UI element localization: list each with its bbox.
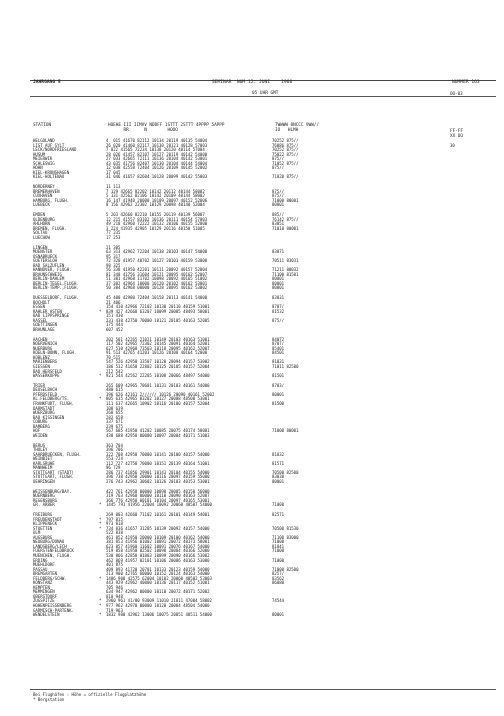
observation-extra: 83071 (272, 249, 285, 255)
observation-extra: 80001 (272, 285, 285, 291)
station-name: KIEL-KRONSHAGEN (33, 169, 70, 175)
station-name: OLDENBURG (33, 216, 55, 222)
observation-data: 973 818 (106, 521, 123, 527)
mountain-station-flag: * (99, 396, 102, 402)
observation-extra: 71011 82500 (272, 364, 299, 369)
station-name: KAHLER ASTEN (33, 308, 62, 314)
observation-data: 231 438 42758 70000 10121 20105 40163 52005 (106, 317, 210, 323)
station-name: SCHLESWIG (33, 160, 55, 166)
station-name: KOELN-BONN, FLUGH. (33, 350, 77, 356)
observation-extra: 76086 875// (272, 142, 299, 148)
observation-data: 438 688 42958 00000 10097 20084 40171 51003 (106, 432, 210, 438)
station-name: FUERSTENFELDBRUCK (33, 548, 74, 554)
station-name: BAD KISSINGEN (33, 414, 65, 420)
column-header-left: HOEHE III IIMVV NDDFF 1STTT 2STTT 4PPPP 5APPP RR N HOOO (108, 123, 225, 133)
station-name: LUEBECK (33, 202, 50, 208)
observation-data: 4 015 41670 82112 10134 20119 40135 54004 (106, 138, 208, 143)
observation-data: 16 147 41940 20000 10109 20097 40152 52006 (106, 197, 208, 203)
observation-data: 56 338 41950 42201 10111 20092 40157 52004 (106, 267, 208, 273)
station-name: BERLIN-TEMP.,FLUGH. (33, 285, 79, 291)
station-row (33, 480, 463, 485)
station-name: BREMEN, FLUGH. (33, 225, 67, 231)
observation-extra: 74544 (272, 598, 285, 604)
mountain-station-flag: * (99, 521, 102, 527)
mountain-station-flag: * (99, 308, 102, 314)
station-name: BAD SALZUFLEN (33, 262, 65, 268)
station-name: OEHRINGEN (33, 478, 55, 484)
observation-data: 11 113 (106, 184, 121, 190)
observation-extra: 71000 (272, 502, 285, 508)
observation-extra: 71010 80001 (272, 225, 299, 231)
observation-extra: 86080 (272, 580, 285, 586)
station-name: FREUDENSTADT (33, 516, 62, 522)
station-name: COBURG (33, 419, 48, 425)
observation-data: 269 803 42660 71102 10161 20101 40149 54001 (106, 512, 210, 518)
observation-data: 213 900 42765 60000 10152 20124 40163 54000 (106, 571, 210, 577)
station-group (33, 384, 463, 439)
station-name: SAARBRUECKEN, FLUGH. (33, 451, 82, 457)
observation-extra: 85401 (272, 345, 285, 351)
station-group (33, 296, 463, 332)
observation-data: 480 615 (106, 387, 123, 393)
station-name: NEUBURG/DONAU (33, 539, 65, 545)
observation-data: 7 022 41565 72234 10138 20120 40114 57004 (106, 147, 205, 153)
station-row (33, 613, 463, 618)
observation-data: 12 215 41557 83102 10136 20111 40154 57003 (106, 216, 208, 222)
observation-extra: 81501 (272, 373, 285, 379)
date-line: SEMINAR NUM 12. JUNI 1960 (212, 80, 293, 85)
observation-extra: 71211 80032 (272, 267, 299, 273)
observation-data: 26 020 41460 82117 10130 20121 40128 57003 (106, 142, 208, 148)
observation-data: 553 724 (106, 456, 123, 462)
station-name: BAMBERG (33, 423, 50, 429)
observation-data: 117 502 42965 72302 10145 20091 40164 52001 (106, 341, 210, 347)
station-row (33, 203, 463, 208)
station-name: KONSTANZ (33, 580, 53, 586)
station-name: MUEHLDORF (33, 562, 55, 568)
station-name: HAMBURG, FLUGH. (33, 197, 70, 203)
observation-extra: 875// (272, 156, 285, 162)
station-name: MUENCHEN, FLUGH. (33, 552, 72, 558)
station-name: MUENSTER (33, 249, 53, 255)
observation-data: 151 430 (106, 313, 123, 319)
observation-data: 810 948 (106, 593, 123, 599)
observation-extra: 81532 (272, 308, 285, 314)
observation-data: 381 853 41956 01002 10091 20072 40173 58001 (106, 539, 210, 545)
observation-data: 112 727 42758 70000 10151 20139 40164 51001 (106, 460, 210, 466)
observation-extra: 71000 (272, 548, 285, 554)
station-name: GOETTINGEN (33, 322, 58, 328)
observation-data: 81 348 41756 31604 10121 20095 40162 52007 (106, 271, 208, 277)
observation-data: 63 313 42962 72204 10138 20103 40147 54000 (106, 249, 208, 255)
observation-extra: 70511 83031 (272, 258, 299, 264)
observation-data: 1832 980 42962 13006 10075 20051 48511 54000 (106, 612, 212, 618)
observation-extra: 875// (272, 317, 285, 323)
observation-data: 519 858 41950 02502 10098 20084 40166 52000 (106, 548, 210, 554)
observation-extra: 83562 (272, 575, 285, 581)
observation-data: 734 836 41657 31205 10139 20092 40157 54000 (106, 525, 210, 531)
observation-data: 5 131 42562 82106 10142 20109 40144 58002 (106, 193, 205, 199)
station-name: HOF (33, 428, 41, 434)
mountain-station-flag: * (99, 598, 102, 604)
observation-data: 1445 791 41956 22004 10092 20060 48507 54000 (106, 502, 212, 508)
station-group (33, 246, 463, 291)
observation-data: 45 400 42980 72404 10158 20113 40141 54000 (106, 295, 208, 301)
observation-data: 705 946 (106, 584, 123, 590)
station-name: BREMERHAVEN (33, 188, 60, 194)
station-name: KL.FELDBERG/TS. (33, 396, 70, 402)
volume-label: JAHRGANG 5 (33, 80, 61, 85)
observation-extra: 71020 875// (272, 174, 299, 180)
observation-data: 607 452 (106, 326, 123, 332)
station-name: HOHN (33, 165, 43, 171)
observation-extra: 8707/ (272, 341, 285, 347)
column-header-station: STATION (33, 123, 52, 128)
station-name: SOLTAU (33, 230, 48, 236)
observation-data: 17 045 (106, 169, 121, 175)
observation-extra: 80001 (272, 202, 285, 208)
observation-extra: 84501 (272, 350, 285, 356)
ff-value: 30 (450, 142, 455, 148)
observation-data: 443 929 42962 40000 10136 20117 40152 51001 (106, 580, 210, 586)
observation-data: 7 129 42665 82202 10142 20112 40144 58002 (106, 188, 205, 194)
mountain-station-flag: * (99, 575, 102, 581)
observation-extra: 80001 (272, 612, 285, 618)
observation-extra: 70500 82500 (272, 469, 299, 475)
observation-data: 111 637 42665 10902 10116 20100 40157 52004 (106, 401, 210, 407)
station-name: MARIENBERG (33, 359, 58, 365)
observation-data: 634 947 42962 00000 10110 20072 40171 52002 (106, 589, 210, 595)
observation-extra: 71052 875// (272, 160, 299, 166)
station-name: AUGSBURG (33, 534, 53, 540)
station-name: DUESSELDORF, FLUGH. (33, 295, 79, 301)
observation-data: 461 852 41950 20000 10109 20100 40162 54000 (106, 534, 210, 540)
observation-data: 268 655 (106, 410, 123, 416)
observation-data: 567 685 41950 41202 10085 20075 40174 58001 (106, 428, 210, 434)
station-name: NORDERNEY (33, 184, 55, 190)
observation-data: 21 406 (106, 299, 121, 305)
observation-data: 396 706 (106, 447, 123, 453)
observation-data: 547 526 42958 33507 10120 20094 40157 53002 (106, 359, 210, 365)
column-header-ff: FF-FF XX OO (450, 129, 463, 139)
observation-extra: 8707/ (272, 304, 285, 310)
observation-data: 51 381 42968 11702 10098 20092 40165 51002 (106, 276, 208, 282)
observation-data: 8 156 42962 22302 10129 20098 40148 52004 (106, 202, 205, 208)
mountain-station-flag: * (99, 373, 102, 379)
observation-extra: 71000 80001 (272, 428, 299, 434)
station-name: BRAUNSCHWEIG (33, 271, 62, 277)
station-name: KASSEL (33, 317, 48, 323)
observation-data: 396 626 42161 2////// 10126 20090 40161 52002 (106, 391, 215, 397)
station-name: BERUS (33, 442, 46, 448)
station-row (33, 236, 463, 241)
station-name: WUERZBURG (33, 410, 55, 416)
station-name: KARLSRUHE (33, 460, 55, 466)
mountain-station-flag: * (99, 502, 102, 508)
observation-extra: 875// (272, 193, 285, 199)
station-name: WEINBIET (33, 456, 53, 462)
observation-data: 50 384 42968 00000 10128 20095 40162 53002 (106, 285, 208, 291)
observation-data: 70 515 (106, 354, 121, 360)
observation-data: 91 513 42765 41203 10126 20108 40164 52000 (106, 350, 208, 356)
observation-data: 276 743 42962 30602 10126 20103 40153 53001 (106, 478, 210, 484)
station-name: FREIBURG (33, 512, 53, 518)
observation-data: 202 501 42265 21021 10149 20103 40163 51001 (106, 336, 210, 342)
station-group (33, 444, 463, 485)
station-row (33, 374, 463, 379)
observation-data: 462 869 41957 02101 10106 20086 40163 53000 (106, 557, 210, 563)
observation-extra: 83031 (272, 295, 285, 301)
observation-extra: 81041 (272, 543, 285, 549)
observation-data: 363 704 (106, 442, 123, 448)
observation-extra: 71100 81501 (272, 271, 299, 277)
station-name: MEMMINGEN (33, 589, 55, 595)
observation-extra: 70252 875// (272, 138, 299, 143)
observation-data: 98 325 (106, 262, 121, 268)
station-name: BERLIN-TEGEL,FLUGH. (33, 280, 79, 286)
station-row (33, 286, 463, 291)
observation-data: 72 320 41957 40702 10127 20101 40159 53000 (106, 258, 208, 264)
observation-extra: 71100 83000 (272, 534, 299, 540)
station-name: NUERBURG (33, 345, 53, 351)
station-name: AACHEN (33, 336, 48, 342)
station-name: MEIERWIK (33, 156, 53, 162)
observation-extra: 81500 (272, 401, 285, 407)
observation-data: 2960 961 41/00 93009 11010 21011 47084 58002 (106, 598, 212, 604)
observation-data: 186 532 41650 22802 10125 20105 40157 52004 (106, 364, 210, 369)
station-name: OBERSTDORF (33, 593, 58, 599)
mountain-station-flag: * (99, 516, 102, 522)
observation-data: 175 444 (106, 322, 123, 328)
station-group (33, 338, 463, 379)
observation-extra: 84072 (272, 336, 285, 342)
station-name: PASSAU (33, 566, 48, 572)
observation-extra: 71000 (272, 539, 285, 545)
observation-data: 108 639 (106, 405, 123, 411)
station-name: BAD LIPPSPRINGE (33, 313, 70, 319)
station-name: FRANKFURT, FLUGH. (33, 401, 74, 407)
station-name: WENDELSTEIN (33, 612, 60, 618)
observation-extra: 80001 (272, 280, 285, 286)
observation-extra: 80001 (272, 478, 285, 484)
observation-extra: 80001 (272, 391, 285, 397)
observation-extra: 83051 (272, 221, 285, 227)
station-name: FELDBERG/SCHW. (33, 575, 67, 581)
station-name: EMDEN (33, 212, 46, 218)
station-name: LANDSBERG/LECH (33, 543, 67, 549)
observation-data: 422 761 42958 00000 10098 20085 40158 56000 (106, 488, 210, 494)
mountain-station-flag: * (99, 525, 102, 531)
observation-data: 3 224 41935 42905 10129 20116 40150 51005 (106, 225, 205, 231)
station-name: BERLIN-DAHLEM (33, 276, 65, 282)
station-name: MANNHEIM (33, 465, 53, 471)
observation-data: 719 963 (106, 607, 123, 613)
station-group (33, 213, 463, 240)
observation-data: 5 203 42660 82210 10155 20119 40139 56007 (106, 212, 205, 218)
station-name: HUSUM (33, 151, 46, 157)
station-name: BOCHOLT (33, 299, 50, 305)
observation-extra: 80001 (272, 276, 285, 282)
station-name: HELGOLAND (33, 138, 55, 143)
observation-data: 265 609 42965 70601 10131 20103 40161 54000 (106, 382, 210, 388)
observation-extra: 75822 875// (272, 151, 299, 157)
observation-extra: 71000 (272, 557, 285, 563)
station-name: CUXHAVEN (33, 193, 53, 199)
observation-extra: 8257/ (272, 571, 285, 577)
observation-data: 95 317 (106, 253, 121, 259)
observation-extra: 81032 (272, 451, 285, 457)
station-name: STUTTGART, FLUGH. (33, 474, 74, 480)
station-name: STUTTGART (STADT) (33, 469, 74, 475)
station-name: KEMPTEN (33, 584, 50, 590)
station-name: BREMGARTEN (33, 571, 58, 577)
observation-data: 21 305 (106, 244, 121, 250)
station-row (33, 434, 463, 439)
station-table (33, 139, 463, 623)
header-rule (30, 96, 496, 97)
mountain-station-flag: * (99, 612, 102, 618)
observation-data: 212 542 (106, 368, 123, 374)
observation-data: 49 218 42960 72222 10132 20106 40155 52000 (106, 221, 208, 227)
station-group (33, 185, 463, 208)
observation-data: 77 235 (106, 230, 121, 236)
observation-data: 921 544 42562 22205 10108 20066 48497 54000 (106, 373, 210, 379)
observation-data: 797 815 (106, 516, 123, 522)
station-name: GUETERSLOH (33, 258, 58, 264)
station-name: NOERVENICH (33, 341, 58, 347)
observation-data: 27 033 42665 72111 10136 20104 40142 53001 (106, 156, 208, 162)
observation-data: 31 046 41657 82604 10128 20099 40142 55003 (106, 174, 208, 180)
observation-data: 623 857 41960 11602 10091 20076 40167 54000 (106, 543, 210, 549)
station-name: THOLEY (33, 447, 48, 453)
station-name: ULM (33, 530, 41, 536)
station-name: LIST AUF SYLT (33, 142, 65, 148)
station-row (33, 175, 463, 180)
station-group (33, 513, 463, 618)
column-header-right: 7WWWW 8NCCC 9WW// IO HLMH (275, 123, 319, 133)
station-name: KIEL-HOLTENAU (33, 174, 65, 180)
station-name: ZUGSPITZE (33, 598, 55, 604)
observation-data: 366 776 42958 00101 10104 20097 40165 53001 (106, 497, 210, 503)
observation-extra: 71000 82500 (272, 566, 299, 572)
station-name: KLIPPENECK (33, 521, 58, 527)
observation-extra: 76142 875// (272, 216, 299, 222)
station-name: LINGEN (33, 244, 48, 250)
station-row (33, 503, 463, 508)
observation-data: 17 253 (106, 234, 121, 240)
observation-data: 319 763 42960 00000 10110 20090 40163 52007 (106, 493, 210, 499)
observation-data: 282 658 (106, 414, 123, 420)
station-group (33, 490, 463, 508)
station-name: DEUSELBACH (33, 387, 58, 393)
observation-data: 530 866 42858 01803 10099 20090 40166 53002 (106, 552, 210, 558)
issue-number: NUMMER 163 (452, 80, 480, 85)
mountain-station-flag: * (99, 603, 102, 608)
observation-data: 239 675 (106, 423, 123, 429)
station-name: GR. ARBER (33, 502, 55, 508)
station-name: NUERNBERG (33, 493, 55, 499)
station-name: GIESSEN (33, 364, 50, 369)
station-name: GARMISCH-PARTENK. (33, 607, 74, 613)
station-name: OSNABRUECK (33, 253, 58, 259)
observation-data: 396 738 42958 20000 10116 20097 40159 55000 (106, 474, 210, 480)
observation-extra: 71000 80001 (272, 197, 299, 203)
observation-extra: 70500 81530 (272, 525, 299, 531)
observation-extra: 83030 (272, 474, 285, 480)
station-name: AHLHORN (33, 221, 50, 227)
station-name: PFERDSFELD (33, 391, 58, 397)
observation-data: 627 510 42960 73503 10118 20095 40162 52007 (106, 345, 210, 351)
observation-data: 28 026 41457 82107 10127 20119 40142 54000 (106, 151, 208, 157)
station-name: LUECHOW (33, 234, 50, 240)
station-name: KOBLENZ (33, 354, 50, 360)
observation-data: 839 427 42668 63207 10099 20085 48493 58001 (106, 308, 210, 314)
station-row (33, 328, 463, 333)
observation-data: 977 962 42970 00000 10128 20084 48504 54000 (106, 603, 210, 608)
observation-data: 409 893 41720 20701 10133 20123 40159 54000 (106, 566, 210, 572)
observation-data: 37 382 42964 10000 10120 20102 40162 53001 (106, 280, 208, 286)
station-name: ESSEN (33, 304, 46, 310)
station-name: WEISSENBURG/BAY. (33, 488, 72, 494)
observation-time: 05 UHR GMT (252, 91, 279, 96)
observation-data: 401 875 (106, 562, 123, 568)
footnote: Bei Flughäfen : Höhe = offizielle Flugplatzhöhe * Bergstation (33, 692, 147, 702)
observation-data: 337 671 (106, 419, 123, 425)
station-name: DARMSTADT (33, 405, 55, 411)
observation-extra: 81031 (272, 359, 285, 365)
observation-extra: 81571 (272, 460, 285, 466)
station-name: HANNOVER, FLUGH. (33, 267, 72, 273)
station-group (33, 139, 463, 180)
observation-data: 805 635 42965 03202 10127 20088 48500 53001 (106, 396, 210, 402)
station-name: ERDING (33, 557, 48, 563)
observation-data: 322 708 42958 70000 10141 20100 40157 54000 (106, 451, 210, 457)
observation-extra: 8703/ (272, 382, 285, 388)
station-name: WASSERKUPPE (33, 373, 60, 379)
bottom-rule (30, 689, 496, 690)
observation-data: 154 410 42966 72102 10138 20110 40159 51001 (106, 304, 210, 310)
observation-data: 286 737 41856 29901 10143 20104 40155 54000 (106, 469, 210, 475)
station-name: BRAUNLAGE (33, 326, 55, 332)
observation-extra: 875// (272, 188, 285, 194)
observation-data: 12 038 42558 72404 10126 20109 40145 52002 (106, 165, 208, 171)
observation-data: 1486 908 42575 62004 10102 20060 48502 53003 (106, 575, 212, 581)
observation-data: 43 035 41756 82407 10130 20104 40144 54004 (106, 160, 208, 166)
ff-header: OO-03 (450, 91, 463, 96)
station-name: BAD HERSFELD (33, 368, 62, 374)
station-name: LECK/NORDFRIESLAND (33, 147, 77, 153)
station-name: WEIDEN (33, 432, 48, 438)
station-name: TRIER (33, 382, 46, 388)
observation-data: 96 729 (106, 465, 121, 471)
observation-extra: 885// (272, 212, 285, 218)
observation-extra: 70252 875// (272, 147, 299, 153)
station-name: REGENSBURG (33, 497, 58, 503)
observation-data: 522 838 (106, 530, 123, 536)
station-name: STOETTEN (33, 525, 53, 531)
station-name: HOHENPEISSENBERG (33, 603, 72, 608)
observation-extra: 82571 (272, 512, 285, 518)
observation-extra: 875// (272, 165, 285, 171)
